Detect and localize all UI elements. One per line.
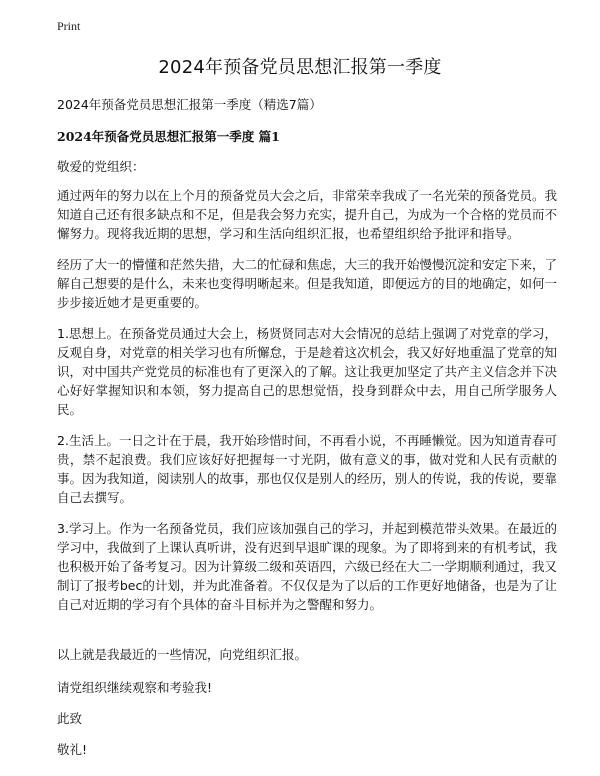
closing-line: 此致: [57, 711, 83, 726]
salutation: 敬爱的党组织：: [57, 159, 145, 174]
closing-line: 以上就是我最近的一些情况，向党组织汇报。: [57, 647, 308, 662]
document-subtitle: 2024年预备党员思想汇报第一季度（精选7篇）: [57, 97, 322, 112]
body-paragraph: 经历了大一的懵懂和茫然失措，大二的忙碌和焦虑，大三的我开始慢慢沉淀和安定下来，了解自己想要的是什么，未来也变得明晰起来。但是我知道，即便远方的目的地确定，如何一步步接近她才是更重要的。: [57, 257, 558, 310]
article-body: [57, 186, 557, 626]
closing-line: 请党组织继续观察和考验我!: [57, 680, 213, 695]
body-paragraph: 1.思想上。在预备党员通过大会上，杨贤贤同志对大会情况的总结上强调了对党章的学习，反观自身，对党章的相关学习也有所懈怠，于是趁着这次机会，我又好好地重温了党章的知识，对中国共产党党员的标准也有了更深入的了解。这让我更加坚定了共产主义信念并下决心好好掌握知识和本领，努力提高自己的思想觉悟，投身到群众中去，用自己所学服务人民。: [57, 326, 558, 417]
article-heading: 2024年预备党员思想汇报第一季度 篇1: [57, 129, 280, 144]
print-link[interactable]: Print: [57, 19, 81, 33]
body-paragraph: 2.生活上。一日之计在于晨，我开始珍惜时间，不再看小说，不再睡懒觉。因为知道青春可贵，禁不起浪费。我们应该好好把握每一寸光阴，做有意义的事，做对党和人民有贡献的事。因为我知道，阅读别人的故事，那也仅仅是别人的经历，别人的传说，我的传说，要靠自己去撰写。: [57, 433, 558, 505]
closing-line: 敬礼!: [57, 742, 88, 757]
body-paragraph: 通过两年的努力以在上个月的预备党员大会之后，非常荣幸我成了一名光荣的预备党员。我知道自己还有很多缺点和不足，但是我会努力充实，提升自己，为成为一个合格的党员而不懈努力。现将我近期的思想，学习和生活向组织汇报，也希望组织给予批评和指导。: [57, 188, 558, 241]
page-title: 2024年预备党员思想汇报第一季度: [158, 57, 442, 78]
body-paragraph: 3.学习上。作为一名预备党员，我们应该加强自己的学习，并起到模范带头效果。在最近的学习中，我做到了上课认真听讲，没有迟到早退旷课的现象。为了即将到来的有机考试，我也积极开始了备考复习。因为计算级二级和英语四，六级已经在大二一学期顺利通过，我又制订了报考bec的计划，并为此准备着。不仅仅是为了以后的工作更好地储备，也是为了让自己对近期的学习有个具体的奋斗目标并为之警醒和努力。: [57, 521, 558, 612]
